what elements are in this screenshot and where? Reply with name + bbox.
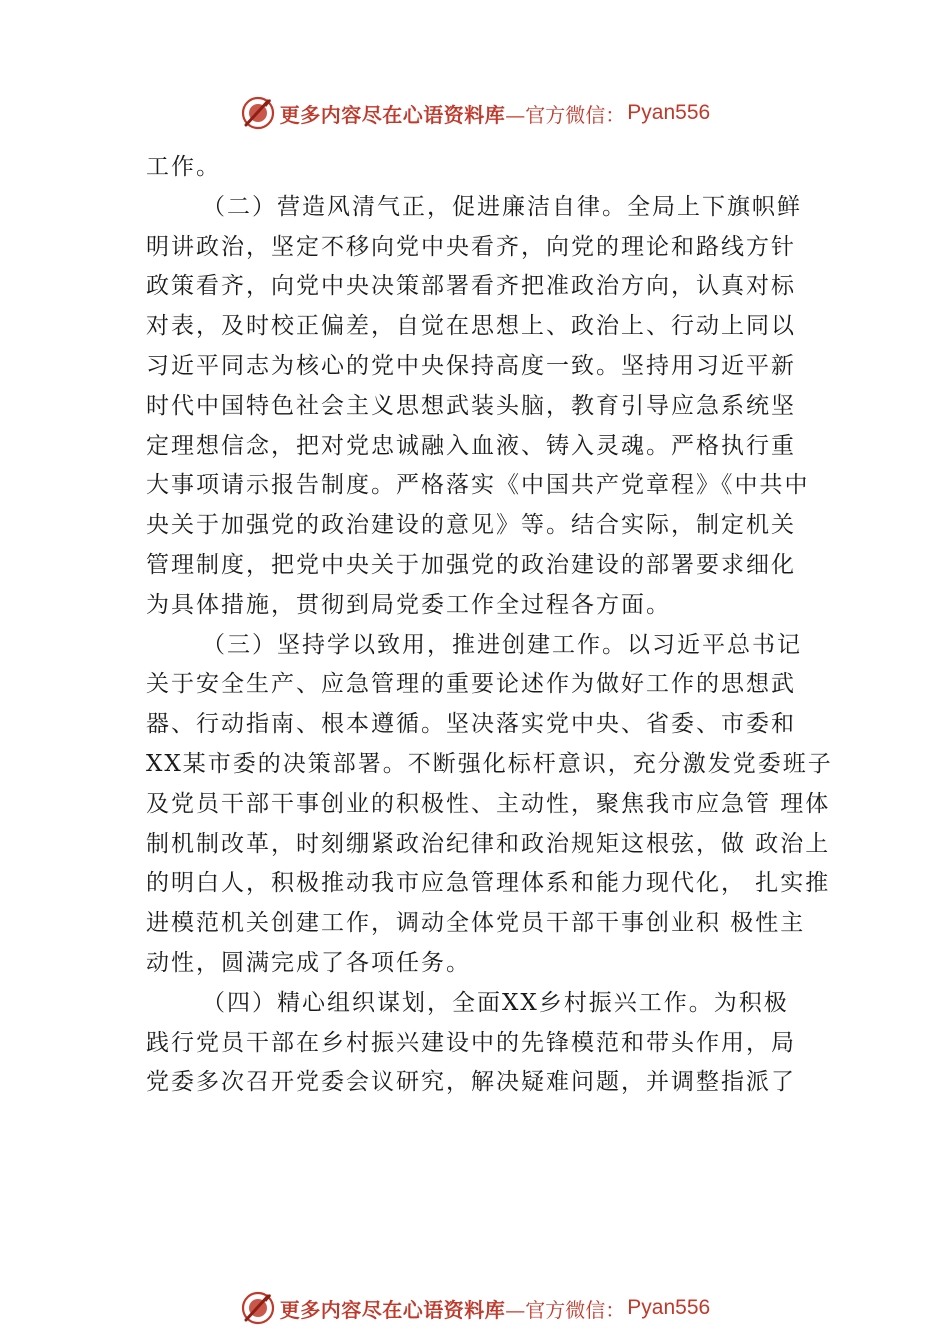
text-line: 关于安全生产、应急管理的重要论述作为做好工作的思想武	[146, 671, 796, 698]
footer-wechat-id: Pyan556	[627, 1296, 711, 1319]
text-line: 进模范机关创建工作，调动全体党员干部干事创业积 极性主	[146, 910, 806, 937]
text-line: 器、行动指南、根本遵循。坚决落实党中央、省委、市委和	[146, 711, 796, 738]
text-line: 动性，圆满完成了各项任务。	[146, 949, 471, 976]
text-line: 大事项请示报告制度。严格落实《中国共产党章程》《中共中	[146, 472, 810, 499]
header-wechat-id: Pyan556	[627, 101, 711, 124]
text-line: 党委多次召开党委会议研究，解决疑难问题，并调整指派了	[146, 1069, 796, 1096]
text-line: 工作。	[146, 154, 221, 180]
footer-banner-text: 更多内容尽在心语资料库	[279, 1297, 506, 1322]
header-banner-separator: —官方微信：	[505, 102, 626, 127]
text-line: 践行党员干部在乡村振兴建设中的先锋模范和带头作用，局	[146, 1029, 796, 1056]
text-line: 政策看齐，向党中央决策部署看齐把准政治方向，认真对标	[146, 273, 796, 300]
text-line: 为具体措施，贯彻到局党委工作全过程各方面。	[146, 591, 671, 618]
text-line: 明讲政治，坚定不移向党中央看齐，向党的理论和路线方针	[146, 233, 796, 260]
text-line: 的明白人，积极推动我市应急管理体系和能力现代化， 扎实推	[146, 870, 831, 897]
text-line: XX某市委的决策部署。不断强化标杆意识，充分激发党委班子	[146, 750, 833, 777]
footer-banner	[0, 1288, 950, 1328]
text-line: 央关于加强党的政治建设的意见》等。结合实际，制定机关	[146, 512, 796, 539]
header-banner	[0, 93, 950, 133]
footer-banner-separator: —官方微信：	[505, 1297, 626, 1322]
brush-logo-icon	[240, 95, 276, 131]
text-line: 制机制改革，时刻绷紧政治纪律和政治规矩这根弦，做 政治上	[146, 830, 831, 857]
brush-logo-icon	[240, 1290, 276, 1326]
header-banner-text: 更多内容尽在心语资料库	[279, 102, 506, 127]
text-line: 时代中国特色社会主义思想武装头脑，教育引导应急系统坚	[146, 392, 796, 419]
text-line: 习近平同志为核心的党中央保持高度一致。坚持用习近平新	[146, 352, 796, 379]
text-line: 及党员干部干事创业的积极性、主动性，聚焦我市应急管 理体	[146, 790, 831, 817]
section-heading-line: （三）坚持学以致用，推进创建工作。以习近平总书记	[202, 631, 802, 658]
section-heading-line: （二）营造风清气正，促进廉洁自律。全局上下旗帜鲜	[202, 193, 802, 220]
text-line: 定理想信念，把对党忠诚融入血液、铸入灵魂。严格执行重	[146, 432, 796, 459]
text-line: 管理制度，把党中央关于加强党的政治建设的部署要求细化	[146, 551, 796, 578]
text-line: 对表，及时校正偏差，自觉在思想上、政治上、行动上同以	[146, 313, 796, 340]
section-heading-line: （四）精心组织谋划，全面XX乡村振兴工作。为积极	[202, 989, 789, 1016]
document-body	[146, 148, 836, 1103]
